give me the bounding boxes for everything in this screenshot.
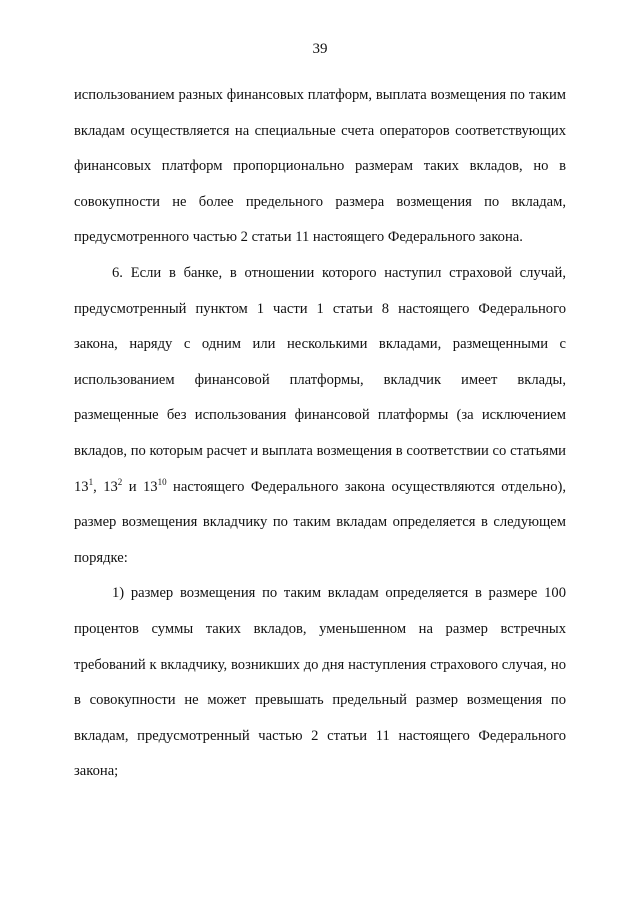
paragraph-continuation: использованием разных финансовых платформ, выплата возмещения по таким вкладам осуществляется на специальные счета операторов соответствующих финансовых платформ пропорционально размерам таких вкладов, но в совокупности не более предельного размера возмещения по вкладам, предусмотренного частью 2 статьи 11 настоящего Федерального закона.	[74, 87, 566, 246]
paragraph-subitem-1: 1) размер возмещения по таким вкладам определяется в размере 100 процентов суммы таких вкладов, уменьшенном на размер встречных требований к вкладчику, возникших до дня наступления страхового случая, но в совокупности не может превышать предельный размер возмещения по вкладам, предусмотренный частью 2 статьи 11 настоящего Федерального закона;	[74, 585, 566, 780]
superscript-2: 2	[117, 476, 123, 487]
page-number: 39	[312, 41, 328, 57]
paragraph-item-6-text-a: 6. Если в банке, в отношении которого наступил страховой случай, предусмотренный пунктом 1 части 1 статьи 8 настоящего Федерального закона, наряду с одним или несколькими вкладами, размещенными с использованием финансовой платформы, вкладчик имеет вклады, размещенные без использования финансовой платформы (за исключением вкладов, по которым расчет и выплата возмещения в соответствии со статьями 13	[74, 264, 566, 495]
paragraph-item-6	[74, 256, 566, 576]
superscript-1: 1	[88, 476, 94, 487]
paragraph-item-6-text-d: настоящего Федерального закона осуществляются отдельно), размер возмещения вкладчику по таким вкладам определяется в следующем порядке:	[74, 478, 567, 566]
paragraph-item-6-text-c: и 13	[122, 478, 158, 495]
document-body	[74, 78, 566, 790]
paragraph-item-6-text-b: , 13	[93, 478, 118, 495]
superscript-10: 10	[157, 476, 167, 487]
